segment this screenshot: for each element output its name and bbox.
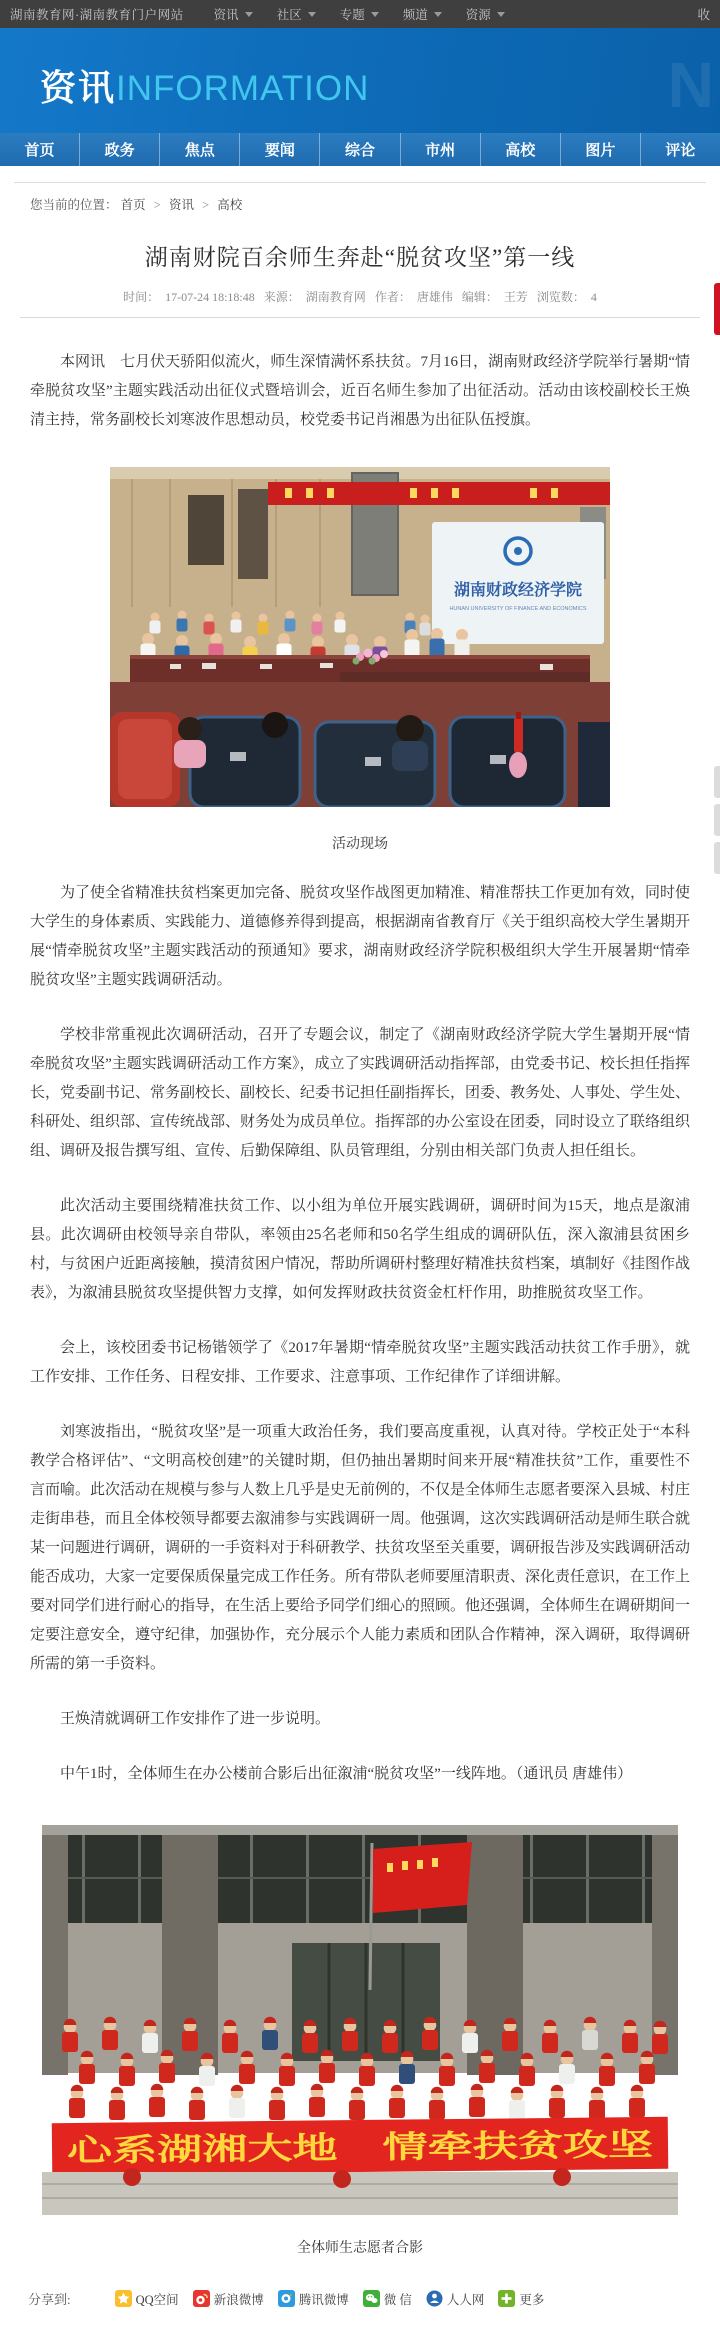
share-item-sina-weibo[interactable] <box>193 2290 264 2308</box>
topbar-menus <box>214 5 505 23</box>
page-title: 湖南财院百余师生奔赴“脱贫攻坚”第一线 <box>144 245 576 270</box>
meta-time-label: 时间： <box>123 290 160 304</box>
caret-down-icon <box>497 12 505 17</box>
banner-title-en: INFORMATION <box>116 69 370 108</box>
topbar-menu-label: 专题 <box>339 8 365 22</box>
article-paragraph: 刘寒波指出，“脱贫攻坚”是一项重大政治任务，我们要高度重视，认真对待。学校正处于“本科教学合格评估”、“文明高校创建”的关键时期，但仍抽出暑期时间来开展“精准扶贫”工作，重要性不言而喻。此次活动在规模与参与人数上几乎是史无前例的，不仅是全体师生志愿者要深入县城、村庄走街串巷，而且全体校领导都要去溆浦参与实践调研一周。他强调，这次实践调研活动是师生联合就某一问题进行调研，调研的一手资料对于科研教学、扶贫攻坚至关重要，调研报告涉及实践调研活动能否成功，大家一定要保质保量完成工作任务。所有带队老师要厘清职责、深化责任意识，在工作上要对同学们进行耐心的指导，在生活上要给予同学们细心的照顾。他还强调，全体师生在调研期间一定要注意安全，遵守纪律，加强协作，充分展示个人能力素质和团队合作精神，深入调研，取得调研所需的第一手资料。 <box>30 1424 691 1672</box>
nav-item-colleges[interactable]: 高校 <box>481 133 561 166</box>
activity-scene-photo <box>110 467 610 807</box>
share-item-label: 人人网 <box>446 2292 485 2307</box>
tencent-weibo-icon <box>278 2290 295 2307</box>
topbar-menu-channels[interactable] <box>403 5 442 23</box>
breadcrumb-separator: > <box>202 198 210 212</box>
article-paragraph: 会上，该校团委书记杨锴领学了《2017年暑期“情牵脱贫攻坚”主题实践活动扶贫工作手册》，就工作安排、工作任务、日程安排、工作要求、注意事项、工作纪律作了详细讲解。 <box>30 1340 690 1385</box>
share-item-label: 腾讯微博 <box>298 2292 349 2307</box>
nav-item-comprehensive[interactable]: 综合 <box>320 133 400 166</box>
renren-icon <box>426 2290 443 2307</box>
main-nav <box>0 133 720 166</box>
share-item-more[interactable] <box>498 2290 544 2308</box>
article-paragraph: 为了使全省精准扶贫档案更加完备、脱贫攻坚作战图更加精准、精准帮扶工作更加有效，同时使大学生的身体素质、实践能力、道德修养得到提高，根据湖南省教育厅《关于组织高校大学生暑期开展“情牵脱贫攻坚”主题实践活动的预通知》要求，湖南财政经济学院积极组织大学生开展暑期“情牵脱贫攻坚”主题实践调研活动。 <box>30 885 691 988</box>
topbar <box>0 0 720 28</box>
backdrop-school-subtitle: HUNAN UNIVERSITY OF FINANCE AND ECONOMICS <box>449 606 587 612</box>
backdrop-school-name: 湖南财政经济学院 <box>453 582 583 599</box>
floating-red-tab[interactable] <box>714 283 720 335</box>
banner-watermark: N <box>667 49 714 121</box>
nav-item-headlines[interactable]: 要闻 <box>240 133 320 166</box>
weibo-icon <box>193 2290 210 2307</box>
more-share-icon <box>498 2290 515 2307</box>
meta-time-value: 17-07-24 18:18:48 <box>165 290 255 304</box>
figure-group-photo <box>42 1825 678 2257</box>
share-item-qzone[interactable] <box>115 2290 179 2308</box>
group-banner-slogan: 心系湖湘大地 情牵扶贫攻坚 <box>66 2128 471 2169</box>
caret-down-icon <box>308 12 316 17</box>
nav-item-government[interactable]: 政务 <box>80 133 160 166</box>
meta-source-label: 来源： <box>263 290 300 304</box>
qzone-icon <box>115 2290 132 2307</box>
article-meta <box>0 288 720 305</box>
share-bar <box>28 2289 720 2308</box>
meta-editor-label: 编辑： <box>461 290 498 304</box>
topbar-menu-label: 资源 <box>465 8 491 22</box>
breadcrumb-link-news[interactable]: 资讯 <box>168 198 194 212</box>
topbar-menu-label: 资讯 <box>213 8 239 22</box>
topbar-menu-label: 社区 <box>276 8 302 22</box>
share-label: 分享到: <box>28 2292 71 2307</box>
breadcrumb-link-home[interactable]: 首页 <box>120 198 146 212</box>
meta-source-value: 湖南教育网 <box>305 290 366 304</box>
photo-caption-group: 全体师生志愿者合影 <box>297 2241 423 2256</box>
breadcrumb-separator: > <box>153 198 161 212</box>
caret-down-icon <box>434 12 442 17</box>
article-paragraph: 此次活动主要围绕精准扶贫工作、以小组为单位开展实践调研，调研时间为15天，地点是溆浦县。此次调研由校领导亲自带队，率领由25名老师和50名学生组成的调研队伍，深入溆浦县贫困乡村，与贫困户近距离接触，摸清贫困户情况，帮助所调研村整理好精准扶贫档案，填制好《挂图作战表》，为溆浦县脱贫攻坚提供智力支撑，如何发挥财政扶贫资金杠杆作用，助推脱贫攻坚工作。 <box>30 1198 691 1301</box>
share-item-label: QQ空间 <box>135 2292 179 2307</box>
share-item-label: 微 信 <box>383 2292 412 2307</box>
topbar-menu-community[interactable] <box>277 5 316 23</box>
share-item-label: 更多 <box>519 2292 545 2307</box>
article-paragraph: 学校非常重视此次调研活动，召开了专题会议，制定了《湖南财政经济学院大学生暑期开展“情牵脱贫攻坚”主题实践调研活动工作方案》，成立了实践调研活动指挥部，由党委书记、校长担任指挥长，党委副书记、常务副校长、副校长、纪委书记担任副指挥长，团委、教务处、人事处、学生处、科研处、组织部、宣传统战部、财务处为成员单位。指挥部的办公室设在团委，同时设立了联络组织组、调研及报告撰写组、宣传、后勤保障组、队员管理组，分别由相关部门负责人担任组长。 <box>30 1027 691 1159</box>
article-paragraph: 王焕清就调研工作安排作了进一步说明。 <box>60 1711 331 1727</box>
caret-down-icon <box>371 12 379 17</box>
breadcrumb <box>14 182 706 213</box>
photo-caption-activity: 活动现场 <box>332 837 388 852</box>
banner-title-cn: 资讯 <box>40 67 117 108</box>
topbar-menu-topics[interactable] <box>340 5 379 23</box>
nav-item-pictures[interactable]: 图片 <box>561 133 641 166</box>
figure-activity-scene <box>110 467 610 853</box>
breadcrumb-label: 您当前的位置： <box>30 198 118 212</box>
article-paragraph: 中午1时，全体师生在办公楼前合影后出征溆浦“脱贫攻坚”一线阵地。（通讯员 唐雄伟） <box>60 1766 633 1782</box>
meta-divider <box>20 317 700 318</box>
group-photo <box>42 1825 678 2215</box>
nav-item-focus[interactable]: 焦点 <box>160 133 240 166</box>
article-paragraph: 本网讯 七月伏天骄阳似流火，师生深情满怀系扶贫。7月16日，湖南财政经济学院举行暑期“情牵脱贫攻坚”主题实践活动出征仪式暨培训会，近百名师生参加了出征活动。活动由该校副校长王焕清主持，常务副校长刘寒波作思想动员，校党委书记肖湘愚为出征队伍授旗。 <box>30 354 690 428</box>
meta-author-label: 作者： <box>374 290 411 304</box>
topbar-menu-news[interactable] <box>214 5 253 23</box>
topbar-menu-resources[interactable] <box>466 5 505 23</box>
topbar-bookmark-link[interactable]: 收 <box>697 8 710 22</box>
section-banner <box>0 28 720 133</box>
article-body <box>0 348 720 2257</box>
caret-down-icon <box>245 12 253 17</box>
nav-item-comments[interactable]: 评论 <box>665 142 696 159</box>
share-item-wechat[interactable] <box>363 2290 412 2308</box>
share-item-renren[interactable] <box>426 2290 485 2308</box>
meta-editor-value: 王芳 <box>503 290 528 304</box>
meta-author-value: 唐雄伟 <box>416 290 453 304</box>
nav-item-home[interactable]: 首页 <box>0 133 80 166</box>
meta-views-label: 浏览数： <box>536 290 585 304</box>
floating-gray-tabs[interactable] <box>714 766 720 880</box>
site-title: 湖南教育网·湖南教育门户网站 <box>10 8 184 22</box>
meta-views-value: 4 <box>590 290 597 304</box>
wechat-icon <box>363 2290 380 2307</box>
breadcrumb-link-colleges[interactable]: 高校 <box>217 198 243 212</box>
share-item-label: 新浪微博 <box>213 2292 264 2307</box>
share-item-tencent-weibo[interactable] <box>278 2290 349 2308</box>
topbar-menu-label: 频道 <box>402 8 428 22</box>
nav-item-cities[interactable]: 市州 <box>401 133 481 166</box>
